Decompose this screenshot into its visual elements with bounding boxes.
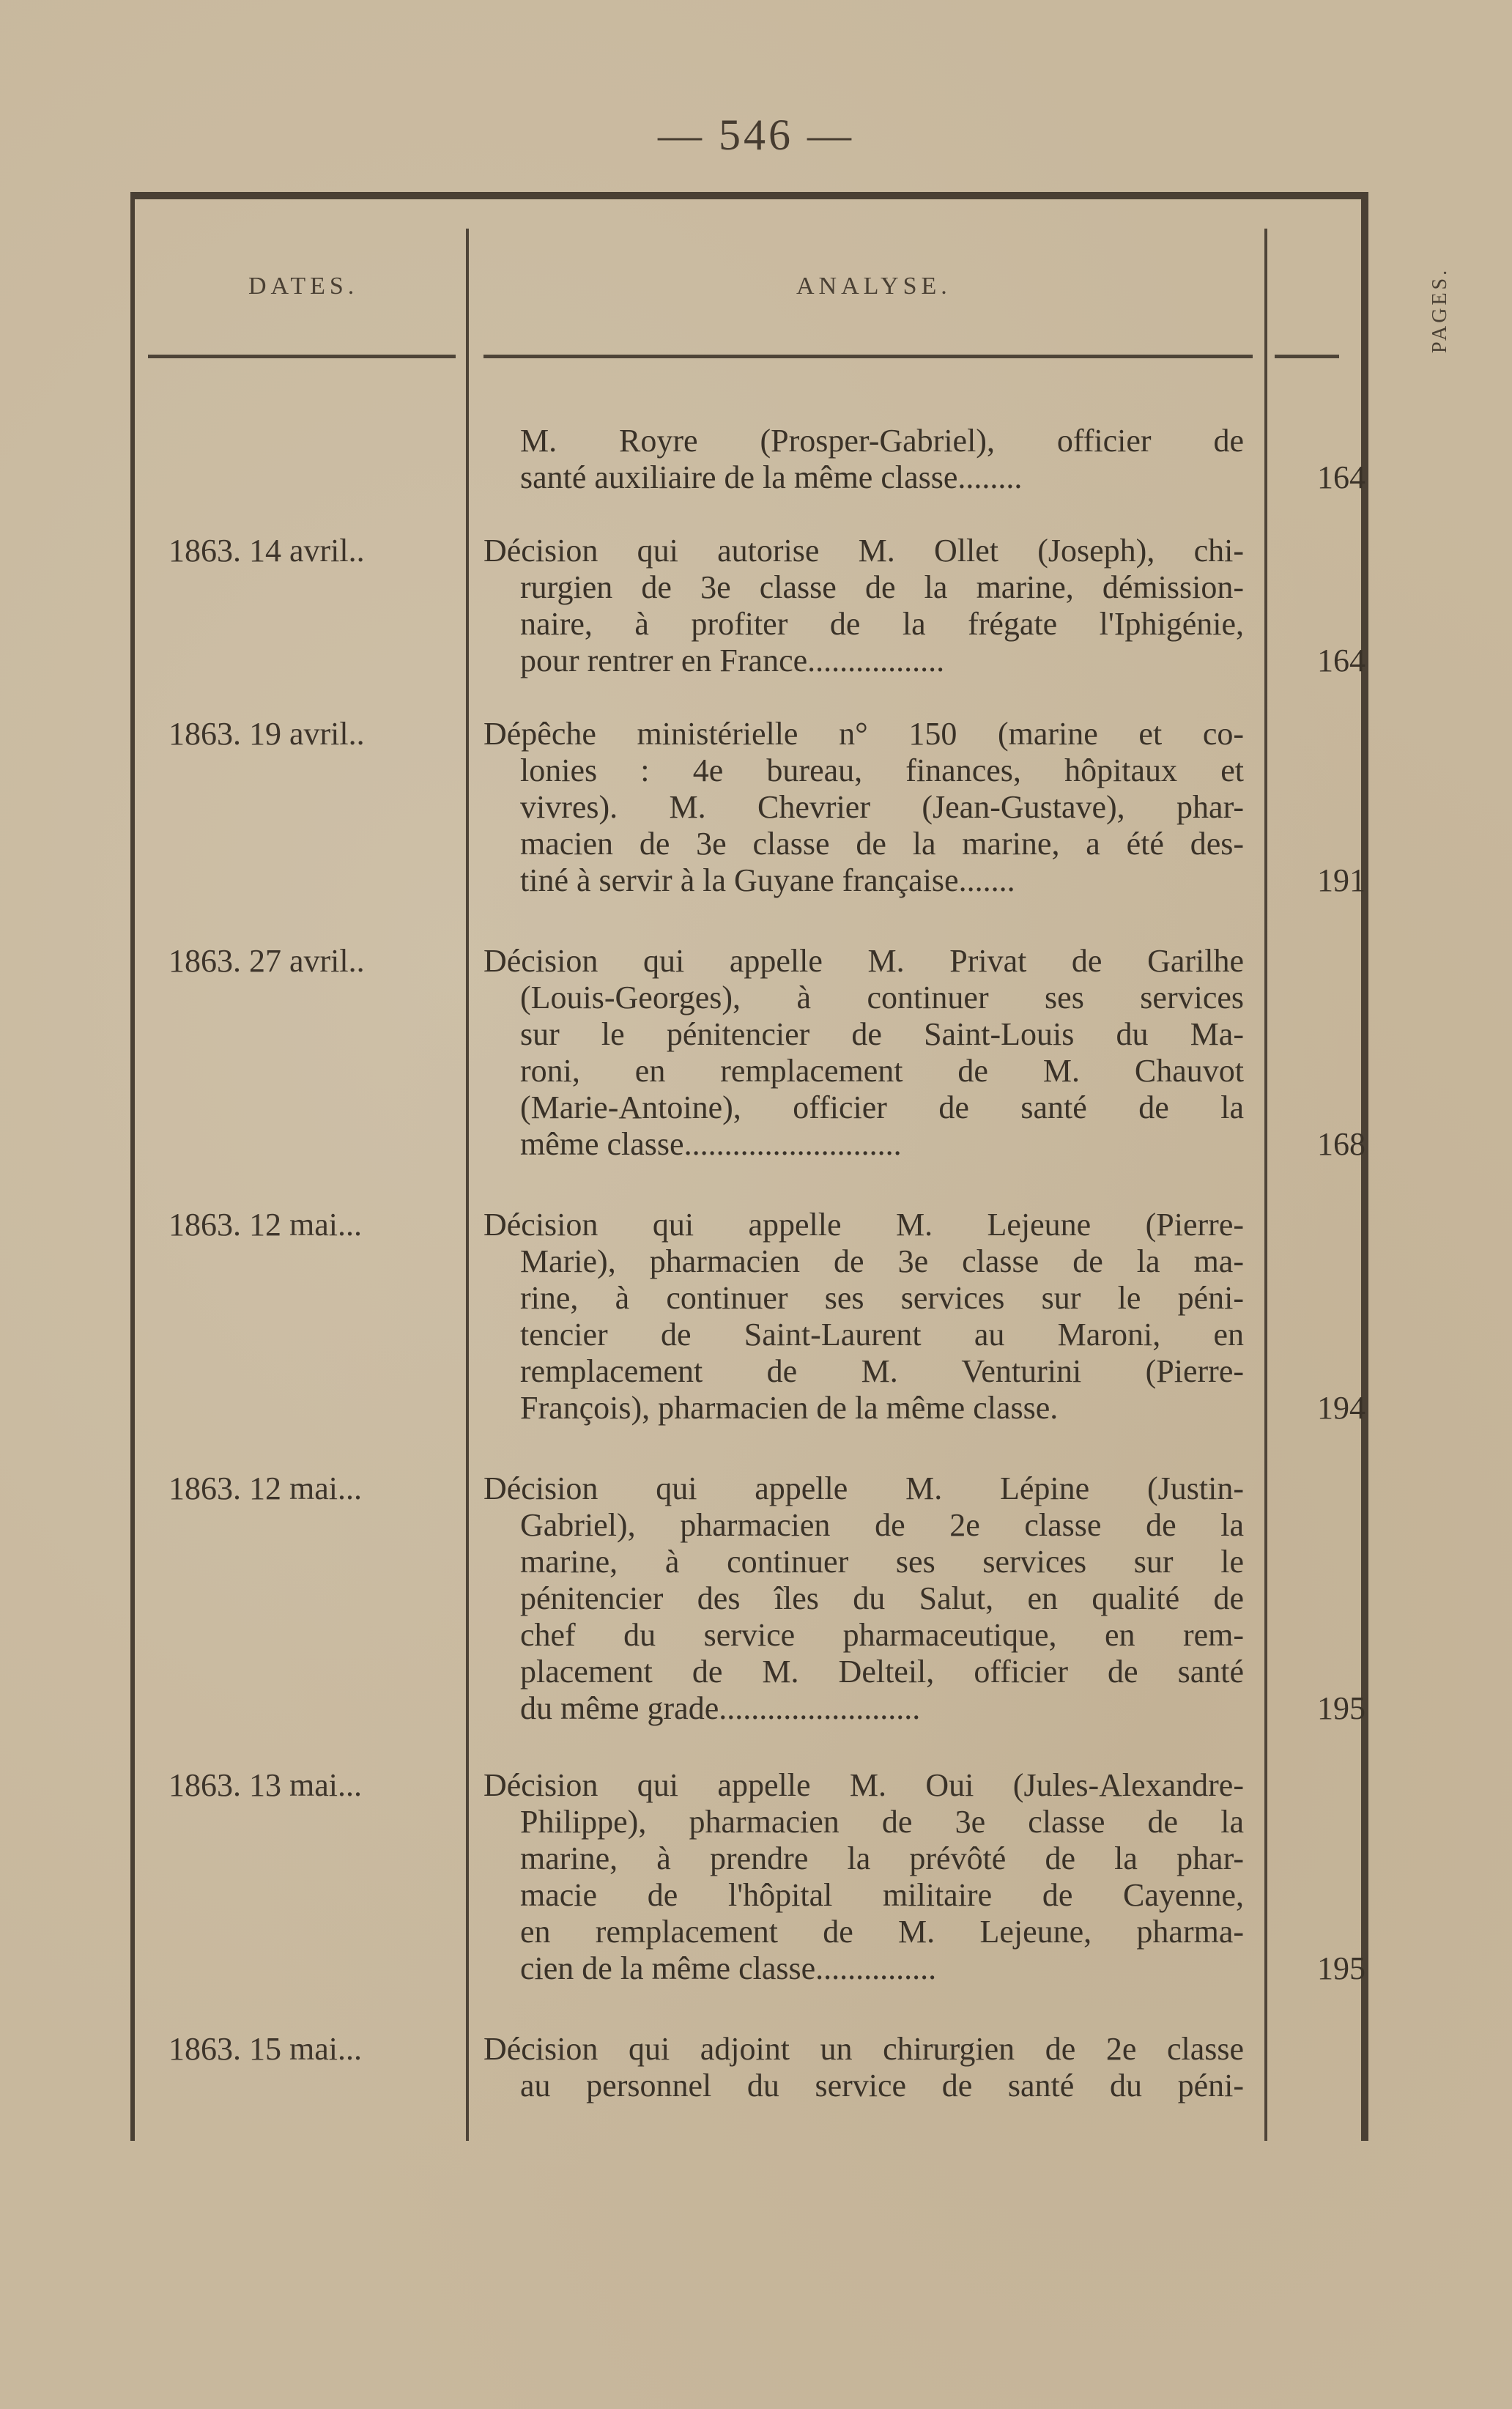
entry-analysis bbox=[483, 716, 1244, 899]
entry-date: 1863. 15 mai... bbox=[168, 2031, 362, 2067]
analysis-line: tencier de Saint-Laurent au Maroni, en bbox=[520, 1317, 1244, 1352]
analysis-line: roni, en remplacement de M. Chauvot bbox=[520, 1053, 1244, 1089]
header-dates: DATES. bbox=[248, 273, 359, 300]
entry-analysis bbox=[483, 533, 1244, 679]
entry-page-ref: 164 bbox=[1317, 643, 1365, 678]
entry-page-ref: 191 bbox=[1317, 862, 1365, 898]
entry-date: 1863. 19 avril.. bbox=[168, 716, 365, 752]
analysis-line: pour rentrer en France................. bbox=[520, 643, 945, 678]
header-rule-analyse bbox=[483, 355, 1253, 358]
analysis-line: Décision qui autorise M. Ollet (Joseph), chi- bbox=[483, 533, 1244, 569]
entry-analysis bbox=[483, 1767, 1244, 1987]
analysis-line: au personnel du service de santé du péni- bbox=[520, 2068, 1244, 2103]
entry-date: 1863. 12 mai... bbox=[168, 1470, 362, 1506]
entry-analysis bbox=[483, 423, 1244, 496]
entry-date: 1863. 12 mai... bbox=[168, 1207, 362, 1243]
analysis-line: pénitencier des îles du Salut, en qualité de bbox=[520, 1580, 1244, 1616]
register-table bbox=[130, 192, 1451, 2141]
header-pages: PAGES. bbox=[1428, 267, 1451, 353]
analysis-line: macie de l'hôpital militaire de Cayenne, bbox=[520, 1877, 1244, 1913]
analysis-line: François), pharmacien de la même classe. bbox=[520, 1390, 1059, 1426]
analysis-line: remplacement de M. Venturini (Pierre- bbox=[520, 1353, 1244, 1389]
analysis-line: macien de 3e classe de la marine, a été des- bbox=[520, 826, 1244, 862]
analysis-line: rine, à continuer ses services sur le péni- bbox=[520, 1280, 1244, 1316]
entry-analysis bbox=[483, 943, 1244, 1163]
pages-column-divider bbox=[1264, 229, 1267, 2141]
entry-page-ref: 195 bbox=[1317, 1950, 1365, 1986]
analysis-line: même classe........................... bbox=[520, 1126, 902, 1162]
header-rule-dates bbox=[148, 355, 456, 358]
analysis-line: (Marie-Antoine), officier de santé de la bbox=[520, 1089, 1244, 1125]
entry-analysis bbox=[483, 1207, 1244, 1426]
analysis-line: cien de la même classe............... bbox=[520, 1950, 937, 1986]
analysis-line: chef du service pharmaceutique, en rem- bbox=[520, 1617, 1244, 1653]
analysis-line: rurgien de 3e classe de la marine, démission- bbox=[520, 569, 1244, 605]
analysis-line: en remplacement de M. Lejeune, pharma- bbox=[520, 1914, 1244, 1950]
analysis-line: naire, à profiter de la frégate l'Iphigénie, bbox=[520, 606, 1244, 642]
analysis-line: sur le pénitencier de Saint-Louis du Ma- bbox=[520, 1016, 1244, 1052]
analysis-line: marine, à prendre la prévôté de la phar- bbox=[520, 1840, 1244, 1876]
analysis-line: du même grade......................... bbox=[520, 1690, 921, 1726]
analysis-line: placement de M. Delteil, officier de santé bbox=[520, 1654, 1244, 1690]
entry-analysis bbox=[483, 1470, 1244, 1727]
analysis-line: Marie), pharmacien de 3e classe de la ma- bbox=[520, 1243, 1244, 1279]
analysis-line: Philippe), pharmacien de 3e classe de la bbox=[520, 1804, 1244, 1840]
header-rule-pages bbox=[1275, 355, 1339, 358]
analysis-line: Décision qui adjoint un chirurgien de 2e classe bbox=[483, 2031, 1244, 2067]
analysis-line: vivres). M. Chevrier (Jean-Gustave), phar- bbox=[520, 789, 1244, 825]
analysis-line: Décision qui appelle M. Lejeune (Pierre- bbox=[483, 1207, 1244, 1243]
entry-date: 1863. 13 mai... bbox=[168, 1767, 362, 1803]
analysis-line: Décision qui appelle M. Oui (Jules-Alexandre- bbox=[483, 1767, 1244, 1803]
analysis-line: Décision qui appelle M. Privat de Garilhe bbox=[483, 943, 1244, 979]
entry-date: 1863. 27 avril.. bbox=[168, 943, 365, 979]
page-number: — 546 — bbox=[658, 111, 854, 159]
analysis-line: tiné à servir à la Guyane française....... bbox=[520, 862, 1015, 898]
entry-page-ref: 168 bbox=[1317, 1126, 1365, 1162]
entry-page-ref: 164 bbox=[1317, 459, 1365, 495]
analysis-line: Gabriel), pharmacien de 2e classe de la bbox=[520, 1507, 1244, 1543]
analysis-line: santé auxiliaire de la même classe........ bbox=[520, 459, 1023, 495]
analysis-line: (Louis-Georges), à continuer ses services bbox=[520, 980, 1244, 1015]
analysis-line: lonies : 4e bureau, finances, hôpitaux et bbox=[520, 752, 1244, 788]
entry-date: 1863. 14 avril.. bbox=[168, 533, 365, 569]
dates-column-divider bbox=[466, 229, 469, 2141]
entry-analysis bbox=[483, 2031, 1244, 2104]
analysis-line: Dépêche ministérielle n° 150 (marine et co- bbox=[483, 716, 1244, 752]
analysis-line: M. Royre (Prosper-Gabriel), officier de bbox=[520, 423, 1244, 459]
header-analyse: ANALYSE. bbox=[796, 273, 952, 300]
analysis-line: marine, à continuer ses services sur le bbox=[520, 1544, 1244, 1580]
entry-page-ref: 194 bbox=[1317, 1390, 1365, 1426]
entry-page-ref: 195 bbox=[1317, 1690, 1365, 1726]
analysis-line: Décision qui appelle M. Lépine (Justin- bbox=[483, 1470, 1244, 1506]
